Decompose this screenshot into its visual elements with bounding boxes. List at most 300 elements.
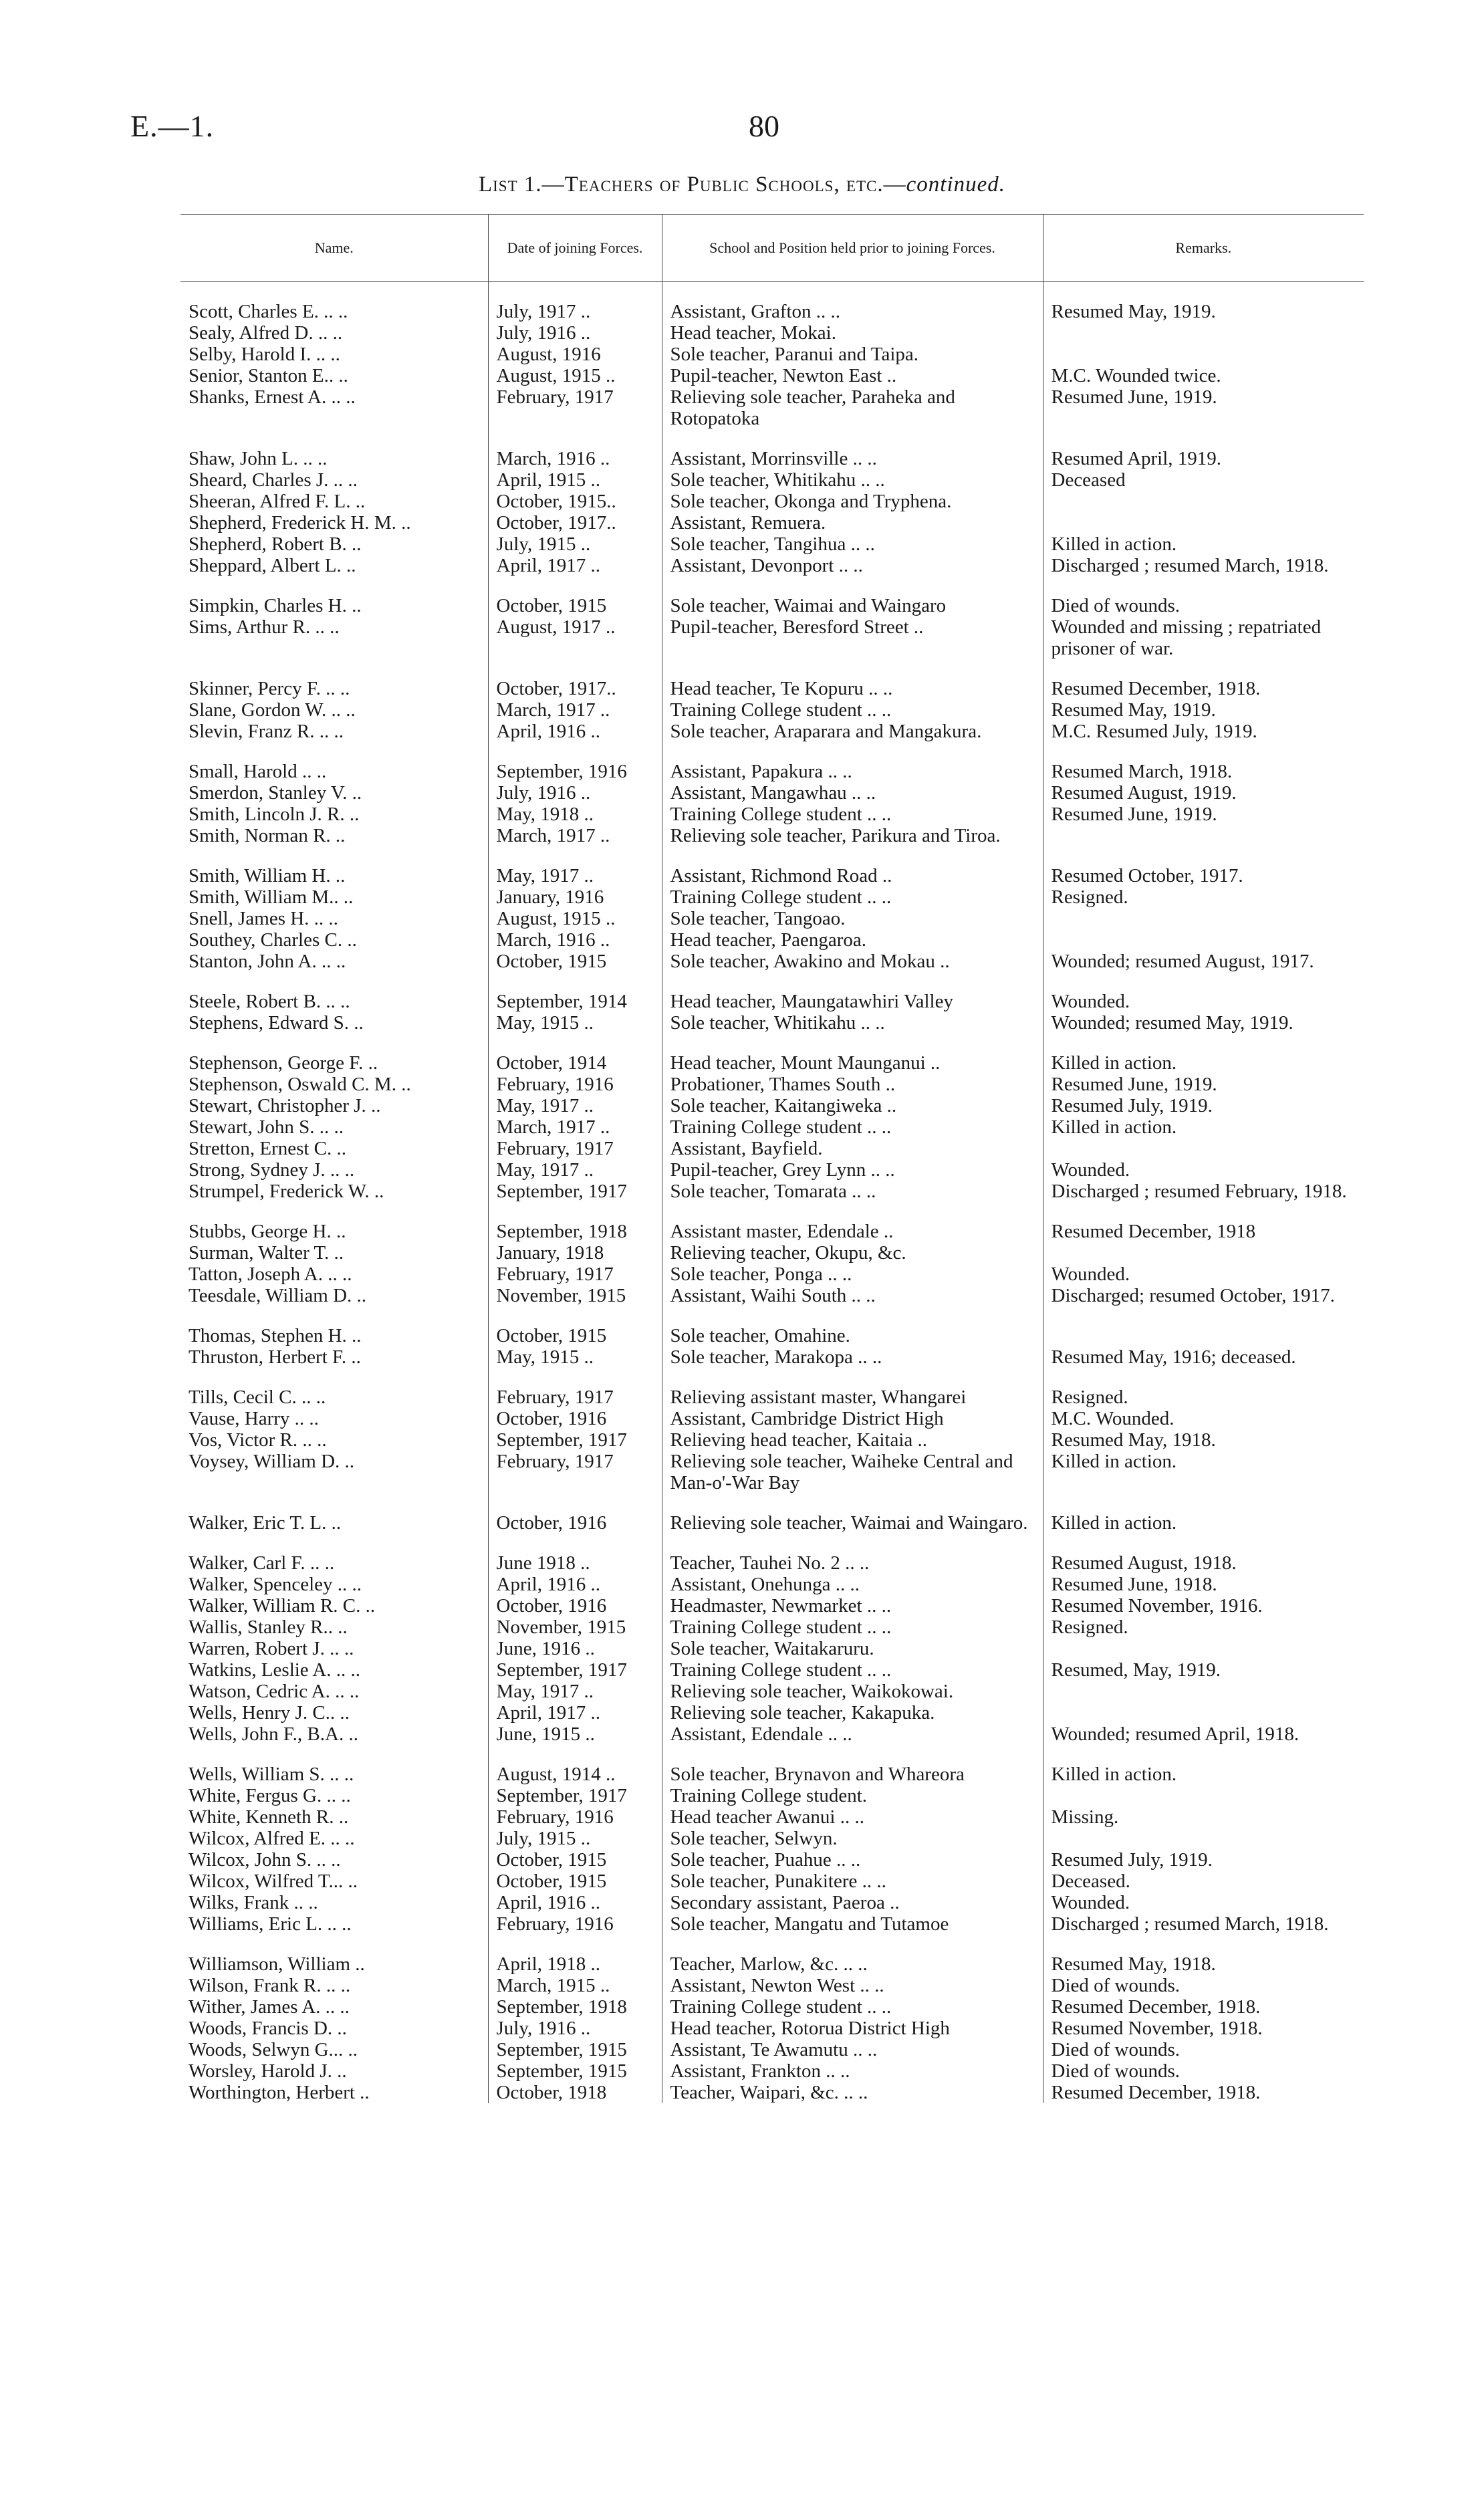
- table-row: [180, 1095, 1364, 1116]
- cell-date: May, 1915 ..: [488, 1012, 662, 1034]
- cell-remarks: Wounded; resumed April, 1918.: [1043, 1723, 1364, 1745]
- cell-remarks: Resumed June, 1919.: [1043, 1074, 1364, 1095]
- cell-remarks: Wounded.: [1043, 1892, 1364, 1913]
- cell-remarks: [1043, 1306, 1364, 1346]
- cell-school: Training College student .. ..: [662, 1617, 1043, 1638]
- cell-school: Training College student .. ..: [662, 1996, 1043, 2018]
- document-reference: E.—1.: [130, 109, 215, 143]
- table-row: [180, 1264, 1364, 1285]
- cell-date: October, 1916: [488, 1493, 662, 1534]
- cell-remarks: Resumed June, 1919.: [1043, 804, 1364, 825]
- cell-remarks: [1043, 908, 1364, 929]
- cell-school: Sole teacher, Whitikahu .. ..: [662, 1012, 1043, 1034]
- cell-name: Wilcox, Wilfred T... ..: [189, 1871, 358, 1892]
- cell-date: September, 1918: [488, 1202, 662, 1242]
- cell-remarks: Killed in action.: [1043, 1116, 1364, 1138]
- list-title: [0, 172, 1484, 197]
- table-row: [180, 1871, 1364, 1892]
- cell-remarks: Resumed June, 1918.: [1043, 1574, 1364, 1595]
- cell-remarks: [1043, 322, 1364, 344]
- list-title-continued: continued.: [906, 172, 1006, 197]
- cell-date: October, 1915: [488, 576, 662, 616]
- cell-name: Stephenson, George F. ..: [189, 1052, 378, 1074]
- cell-date: April, 1915 ..: [488, 469, 662, 491]
- cell-remarks: Wounded and missing ; repatriated prisoner of war.: [1043, 616, 1364, 659]
- cell-remarks: Killed in action.: [1043, 1493, 1364, 1534]
- table-header-row: [180, 215, 1364, 282]
- table-row: [180, 1181, 1364, 1202]
- table-row: [180, 1034, 1364, 1074]
- cell-name: Watkins, Leslie A. .. ..: [189, 1659, 361, 1681]
- cell-school: Sole teacher, Mangatu and Tutamoe: [662, 1913, 1043, 1935]
- cell-date: July, 1915 ..: [488, 533, 662, 555]
- cell-school: Head teacher, Mokai.: [662, 322, 1043, 344]
- cell-remarks: Resigned.: [1043, 1617, 1364, 1638]
- cell-remarks: Wounded.: [1043, 1264, 1364, 1285]
- cell-date: August, 1915 ..: [488, 908, 662, 929]
- table-row: [180, 1493, 1364, 1534]
- table-row: [180, 1429, 1364, 1451]
- cell-date: October, 1915: [488, 1306, 662, 1346]
- cell-remarks: Deceased: [1043, 469, 1364, 491]
- cell-name: Snell, James H. .. ..: [189, 908, 338, 929]
- cell-school: Assistant, Mangawhau .. ..: [662, 782, 1043, 804]
- cell-name: Warren, Robert J. .. ..: [189, 1638, 354, 1659]
- table-row: [180, 512, 1364, 533]
- cell-school: Assistant, Frankton .. ..: [662, 2060, 1043, 2082]
- cell-remarks: Killed in action.: [1043, 533, 1364, 555]
- cell-name: Voysey, William D. ..: [189, 1451, 355, 1472]
- cell-date: May, 1915 ..: [488, 1346, 662, 1368]
- cell-date: January, 1916: [488, 886, 662, 908]
- cell-school: Sole teacher, Kaitangiweka ..: [662, 1095, 1043, 1116]
- cell-name: Skinner, Percy F. .. ..: [189, 678, 350, 699]
- cell-name: Woods, Selwyn G... ..: [189, 2039, 358, 2060]
- cell-remarks: [1043, 929, 1364, 951]
- cell-school: Sole teacher, Brynavon and Whareora: [662, 1745, 1043, 1785]
- cell-school: Head teacher, Maungatawhiri Valley: [662, 972, 1043, 1012]
- table-row: [180, 1849, 1364, 1871]
- cell-school: Assistant, Morrinsville .. ..: [662, 429, 1043, 469]
- cell-name: Walker, William R. C. ..: [189, 1595, 376, 1617]
- cell-school: Pupil-teacher, Newton East ..: [662, 365, 1043, 386]
- cell-name: Stubbs, George H. ..: [189, 1221, 346, 1242]
- cell-name: Senior, Stanton E.. ..: [189, 365, 348, 386]
- cell-date: October, 1916: [488, 1408, 662, 1429]
- cell-name: Selby, Harold I. .. ..: [189, 344, 340, 365]
- cell-name: Walker, Eric T. L. ..: [189, 1512, 342, 1534]
- cell-date: October, 1917..: [488, 512, 662, 533]
- cell-date: August, 1916: [488, 344, 662, 365]
- teachers-table: [180, 214, 1364, 2103]
- cell-school: Sole teacher, Waimai and Waingaro: [662, 576, 1043, 616]
- table-row: [180, 1242, 1364, 1264]
- cell-date: February, 1917: [488, 1264, 662, 1285]
- cell-school: Training College student .. ..: [662, 1116, 1043, 1138]
- cell-date: May, 1917 ..: [488, 846, 662, 886]
- cell-date: May, 1917 ..: [488, 1159, 662, 1181]
- cell-date: October, 1915: [488, 951, 662, 972]
- cell-school: Sole teacher, Tomarata .. ..: [662, 1181, 1043, 1202]
- cell-school: Assistant, Edendale .. ..: [662, 1723, 1043, 1745]
- cell-date: February, 1917: [488, 1138, 662, 1159]
- cell-school: Teacher, Waipari, &c. .. ..: [662, 2082, 1043, 2103]
- table-row: [180, 1116, 1364, 1138]
- cell-remarks: [1043, 1702, 1364, 1723]
- table-row: [180, 1785, 1364, 1806]
- cell-remarks: Resumed October, 1917.: [1043, 846, 1364, 886]
- table-row: [180, 1806, 1364, 1828]
- cell-name: Small, Harold .. ..: [189, 761, 327, 782]
- cell-remarks: Killed in action.: [1043, 1745, 1364, 1785]
- cell-name: Simpkin, Charles H. ..: [189, 595, 362, 616]
- cell-date: April, 1917 ..: [488, 1702, 662, 1723]
- column-header-date: Date of joining Forces.: [488, 215, 662, 282]
- table-row: [180, 301, 1364, 322]
- cell-remarks: Resumed July, 1919.: [1043, 1095, 1364, 1116]
- cell-date: September, 1918: [488, 1996, 662, 2018]
- table-row: [180, 322, 1364, 344]
- cell-school: Assistant, Grafton .. ..: [662, 301, 1043, 322]
- cell-school: Assistant, Te Awamutu .. ..: [662, 2039, 1043, 2060]
- cell-name: Walker, Spenceley .. ..: [189, 1574, 362, 1595]
- cell-school: Pupil-teacher, Beresford Street ..: [662, 616, 1043, 659]
- list-title-main: List 1.—Teachers of Public Schools, etc.—: [478, 172, 906, 197]
- cell-remarks: Resumed July, 1919.: [1043, 1849, 1364, 1871]
- page-number: 80: [749, 109, 779, 143]
- table-row: [180, 365, 1364, 386]
- cell-remarks: Resumed May, 1916; deceased.: [1043, 1346, 1364, 1368]
- cell-name: Sheppard, Albert L. ..: [189, 555, 356, 576]
- cell-date: October, 1917..: [488, 659, 662, 699]
- cell-school: Head teacher, Te Kopuru .. ..: [662, 659, 1043, 699]
- column-header-name: Name.: [180, 215, 488, 282]
- cell-school: Sole teacher, Tangihua .. ..: [662, 533, 1043, 555]
- table-row: [180, 886, 1364, 908]
- cell-name: Thruston, Herbert F. ..: [189, 1346, 361, 1368]
- cell-name: Stewart, John S. .. ..: [189, 1116, 344, 1138]
- cell-date: October, 1915..: [488, 491, 662, 512]
- cell-name: Wilson, Frank R. .. ..: [189, 1975, 351, 1996]
- cell-name: Wells, John F., B.A. ..: [189, 1723, 358, 1745]
- cell-remarks: Died of wounds.: [1043, 576, 1364, 616]
- cell-school: Sole teacher, Marakopa .. ..: [662, 1346, 1043, 1368]
- cell-remarks: Died of wounds.: [1043, 2060, 1364, 2082]
- table-row: [180, 1745, 1364, 1785]
- cell-school: Relieving teacher, Okupu, &c.: [662, 1242, 1043, 1264]
- table-row: [180, 2039, 1364, 2060]
- cell-date: September, 1916: [488, 742, 662, 782]
- cell-school: Sole teacher, Puahue .. ..: [662, 1849, 1043, 1871]
- cell-name: Worsley, Harold J. ..: [189, 2060, 347, 2082]
- cell-date: November, 1915: [488, 1617, 662, 1638]
- table-row: [180, 2018, 1364, 2039]
- cell-date: February, 1917: [488, 386, 662, 429]
- cell-name: Sealy, Alfred D. .. ..: [189, 322, 343, 344]
- table-spacer: [180, 282, 1364, 302]
- cell-remarks: M.C. Wounded twice.: [1043, 365, 1364, 386]
- cell-school: Head teacher, Paengaroa.: [662, 929, 1043, 951]
- cell-remarks: Killed in action.: [1043, 1451, 1364, 1493]
- cell-name: Wells, Henry J. C.. ..: [189, 1702, 350, 1723]
- table-row: [180, 1638, 1364, 1659]
- cell-remarks: Resumed, May, 1919.: [1043, 1659, 1364, 1681]
- cell-remarks: Resumed April, 1919.: [1043, 429, 1364, 469]
- cell-name: Stretton, Ernest C. ..: [189, 1138, 347, 1159]
- cell-name: Tatton, Joseph A. .. ..: [189, 1264, 352, 1285]
- cell-date: April, 1916 ..: [488, 1574, 662, 1595]
- cell-date: April, 1917 ..: [488, 555, 662, 576]
- table-row: [180, 1975, 1364, 1996]
- cell-name: Steele, Robert B. .. ..: [189, 991, 350, 1012]
- cell-remarks: Discharged ; resumed March, 1918.: [1043, 1913, 1364, 1935]
- cell-name: Vause, Harry .. ..: [189, 1408, 319, 1429]
- cell-remarks: Wounded; resumed August, 1917.: [1043, 951, 1364, 972]
- cell-remarks: Wounded.: [1043, 972, 1364, 1012]
- cell-remarks: M.C. Wounded.: [1043, 1408, 1364, 1429]
- cell-date: September, 1917: [488, 1785, 662, 1806]
- cell-name: Shepherd, Robert B. ..: [189, 533, 362, 555]
- cell-remarks: Resigned.: [1043, 886, 1364, 908]
- cell-date: March, 1915 ..: [488, 1975, 662, 1996]
- cell-name: Williams, Eric L. .. ..: [189, 1913, 352, 1935]
- cell-remarks: [1043, 1681, 1364, 1702]
- table-row: [180, 491, 1364, 512]
- cell-date: March, 1916 ..: [488, 929, 662, 951]
- cell-school: Assistant, Waihi South .. ..: [662, 1285, 1043, 1306]
- table-row: [180, 846, 1364, 886]
- cell-name: Wells, William S. .. ..: [189, 1764, 354, 1785]
- cell-date: August, 1917 ..: [488, 616, 662, 659]
- cell-school: Assistant, Onehunga .. ..: [662, 1574, 1043, 1595]
- cell-remarks: Resumed May, 1918.: [1043, 1935, 1364, 1975]
- cell-remarks: [1043, 1242, 1364, 1264]
- cell-name: White, Fergus G. .. ..: [189, 1785, 351, 1806]
- cell-date: February, 1916: [488, 1074, 662, 1095]
- table-row: [180, 1368, 1364, 1408]
- cell-remarks: Resumed August, 1918.: [1043, 1534, 1364, 1574]
- cell-date: October, 1915: [488, 1871, 662, 1892]
- table-row: [180, 1913, 1364, 1935]
- cell-name: Smith, Norman R. ..: [189, 825, 346, 846]
- cell-remarks: Resumed May, 1918.: [1043, 1429, 1364, 1451]
- table-row: [180, 972, 1364, 1012]
- cell-school: Assistant, Papakura .. ..: [662, 742, 1043, 782]
- cell-school: Training College student.: [662, 1785, 1043, 1806]
- cell-school: Head teacher Awanui .. ..: [662, 1806, 1043, 1828]
- table-row: [180, 533, 1364, 555]
- cell-remarks: Resumed March, 1918.: [1043, 742, 1364, 782]
- table-row: [180, 2082, 1364, 2103]
- cell-remarks: Resumed December, 1918: [1043, 1202, 1364, 1242]
- cell-school: Teacher, Tauhei No. 2 .. ..: [662, 1534, 1043, 1574]
- cell-date: August, 1914 ..: [488, 1745, 662, 1785]
- cell-remarks: Died of wounds.: [1043, 1975, 1364, 1996]
- cell-date: February, 1917: [488, 1368, 662, 1408]
- cell-remarks: [1043, 344, 1364, 365]
- cell-date: September, 1915: [488, 2060, 662, 2082]
- cell-name: Smith, Lincoln J. R. ..: [189, 804, 360, 825]
- cell-name: Strong, Sydney J. .. ..: [189, 1159, 355, 1181]
- cell-name: Thomas, Stephen H. ..: [189, 1325, 362, 1346]
- table-row: [180, 1074, 1364, 1095]
- cell-school: Relieving sole teacher, Paraheka and Rotopatoka: [662, 386, 1043, 429]
- cell-school: Assistant, Bayfield.: [662, 1138, 1043, 1159]
- cell-name: Wilcox, Alfred E. .. ..: [189, 1828, 355, 1849]
- cell-date: March, 1917 ..: [488, 699, 662, 721]
- cell-school: Sole teacher, Waitakaruru.: [662, 1638, 1043, 1659]
- cell-date: May, 1917 ..: [488, 1681, 662, 1702]
- cell-date: July, 1917 ..: [488, 301, 662, 322]
- cell-school: Relieving sole teacher, Parikura and Tiroa.: [662, 825, 1043, 846]
- cell-school: Relieving sole teacher, Waimai and Waingaro.: [662, 1493, 1043, 1534]
- cell-remarks: Resigned.: [1043, 1368, 1364, 1408]
- table-row: [180, 699, 1364, 721]
- table-row: [180, 386, 1364, 429]
- cell-school: Head teacher, Mount Maunganui ..: [662, 1034, 1043, 1074]
- table-row: [180, 1681, 1364, 1702]
- cell-name: Sheeran, Alfred F. L. ..: [189, 491, 366, 512]
- cell-school: Training College student .. ..: [662, 1659, 1043, 1681]
- cell-school: Relieving sole teacher, Waikokowai.: [662, 1681, 1043, 1702]
- cell-remarks: Resumed November, 1916.: [1043, 1595, 1364, 1617]
- cell-remarks: Deceased.: [1043, 1871, 1364, 1892]
- cell-remarks: Resumed December, 1918.: [1043, 2082, 1364, 2103]
- cell-date: July, 1916 ..: [488, 2018, 662, 2039]
- table-row: [180, 1306, 1364, 1346]
- cell-school: Sole teacher, Awakino and Mokau ..: [662, 951, 1043, 972]
- cell-name: Wither, James A. .. ..: [189, 1996, 350, 2018]
- cell-date: October, 1915: [488, 1849, 662, 1871]
- cell-remarks: Discharged; resumed October, 1917.: [1043, 1285, 1364, 1306]
- cell-remarks: [1043, 491, 1364, 512]
- cell-name: Stephenson, Oswald C. M. ..: [189, 1074, 411, 1095]
- cell-date: February, 1917: [488, 1451, 662, 1493]
- cell-school: Sole teacher, Omahine.: [662, 1306, 1043, 1346]
- cell-remarks: Missing.: [1043, 1806, 1364, 1828]
- cell-name: Stewart, Christopher J. ..: [189, 1095, 381, 1116]
- cell-name: Slevin, Franz R. .. ..: [189, 721, 344, 742]
- cell-school: Assistant master, Edendale ..: [662, 1202, 1043, 1242]
- cell-date: April, 1916 ..: [488, 721, 662, 742]
- cell-school: Training College student .. ..: [662, 886, 1043, 908]
- cell-date: October, 1918: [488, 2082, 662, 2103]
- cell-name: Watson, Cedric A. .. ..: [189, 1681, 360, 1702]
- cell-date: August, 1915 ..: [488, 365, 662, 386]
- cell-school: Sole teacher, Whitikahu .. ..: [662, 469, 1043, 491]
- cell-school: Sole teacher, Paranui and Taipa.: [662, 344, 1043, 365]
- cell-name: Wallis, Stanley R.. ..: [189, 1617, 348, 1638]
- table-row: [180, 908, 1364, 929]
- cell-school: Relieving sole teacher, Kakapuka.: [662, 1702, 1043, 1723]
- cell-school: Assistant, Remuera.: [662, 512, 1043, 533]
- cell-name: Teesdale, William D. ..: [189, 1285, 367, 1306]
- cell-school: Headmaster, Newmarket .. ..: [662, 1595, 1043, 1617]
- table-row: [180, 1595, 1364, 1617]
- cell-remarks: M.C. Resumed July, 1919.: [1043, 721, 1364, 742]
- cell-remarks: Died of wounds.: [1043, 2039, 1364, 2060]
- table-row: [180, 616, 1364, 659]
- table-row: [180, 344, 1364, 365]
- cell-date: July, 1916 ..: [488, 322, 662, 344]
- table-row: [180, 1159, 1364, 1181]
- cell-school: Pupil-teacher, Grey Lynn .. ..: [662, 1159, 1043, 1181]
- table-row: [180, 1659, 1364, 1681]
- cell-school: Assistant, Devonport .. ..: [662, 555, 1043, 576]
- cell-remarks: Resumed August, 1919.: [1043, 782, 1364, 804]
- cell-remarks: Resumed June, 1919.: [1043, 386, 1364, 429]
- cell-name: Shaw, John L. .. ..: [189, 448, 328, 469]
- cell-school: Secondary assistant, Paeroa ..: [662, 1892, 1043, 1913]
- cell-date: February, 1916: [488, 1913, 662, 1935]
- cell-remarks: Wounded.: [1043, 1159, 1364, 1181]
- cell-date: January, 1918: [488, 1242, 662, 1264]
- cell-date: March, 1916 ..: [488, 429, 662, 469]
- table-row: [180, 929, 1364, 951]
- table-row: [180, 1012, 1364, 1034]
- cell-date: October, 1914: [488, 1034, 662, 1074]
- cell-name: Slane, Gordon W. .. ..: [189, 699, 356, 721]
- cell-date: September, 1915: [488, 2039, 662, 2060]
- cell-name: Woods, Francis D. ..: [189, 2018, 347, 2039]
- cell-name: Vos, Victor R. .. ..: [189, 1429, 327, 1451]
- table-row: [180, 1346, 1364, 1368]
- table-row: [180, 1702, 1364, 1723]
- cell-date: September, 1917: [488, 1659, 662, 1681]
- cell-name: Scott, Charles E. .. ..: [189, 301, 348, 322]
- cell-name: Smith, William H. ..: [189, 865, 346, 886]
- cell-date: May, 1917 ..: [488, 1095, 662, 1116]
- cell-date: May, 1918 ..: [488, 804, 662, 825]
- table-row: [180, 1574, 1364, 1595]
- cell-name: Stanton, John A. .. ..: [189, 951, 346, 972]
- table-row: [180, 782, 1364, 804]
- cell-school: Relieving assistant master, Whangarei: [662, 1368, 1043, 1408]
- cell-date: June, 1916 ..: [488, 1638, 662, 1659]
- cell-remarks: Resumed December, 1918.: [1043, 1996, 1364, 2018]
- cell-name: Surman, Walter T. ..: [189, 1242, 344, 1264]
- table-row: [180, 1451, 1364, 1493]
- table-row: [180, 1723, 1364, 1745]
- cell-remarks: [1043, 1828, 1364, 1849]
- cell-date: June 1918 ..: [488, 1534, 662, 1574]
- cell-name: Smerdon, Stanley V. ..: [189, 782, 362, 804]
- table-row: [180, 1534, 1364, 1574]
- table-row: [180, 1996, 1364, 2018]
- cell-school: Assistant, Richmond Road ..: [662, 846, 1043, 886]
- cell-name: White, Kenneth R. ..: [189, 1806, 349, 1828]
- cell-remarks: Resumed December, 1918.: [1043, 659, 1364, 699]
- table-row: [180, 1408, 1364, 1429]
- table-row: [180, 721, 1364, 742]
- cell-date: March, 1917 ..: [488, 1116, 662, 1138]
- table-row: [180, 1828, 1364, 1849]
- cell-date: March, 1917 ..: [488, 825, 662, 846]
- cell-date: September, 1917: [488, 1181, 662, 1202]
- cell-remarks: Discharged ; resumed February, 1918.: [1043, 1181, 1364, 1202]
- cell-school: Sole teacher, Selwyn.: [662, 1828, 1043, 1849]
- cell-school: Relieving head teacher, Kaitaia ..: [662, 1429, 1043, 1451]
- cell-date: September, 1917: [488, 1429, 662, 1451]
- cell-remarks: Resumed May, 1919.: [1043, 301, 1364, 322]
- cell-date: July, 1915 ..: [488, 1828, 662, 1849]
- cell-date: July, 1916 ..: [488, 782, 662, 804]
- cell-name: Tills, Cecil C. .. ..: [189, 1387, 326, 1408]
- table-row: [180, 951, 1364, 972]
- cell-school: Sole teacher, Ponga .. ..: [662, 1264, 1043, 1285]
- cell-school: Head teacher, Rotorua District High: [662, 2018, 1043, 2039]
- table-row: [180, 429, 1364, 469]
